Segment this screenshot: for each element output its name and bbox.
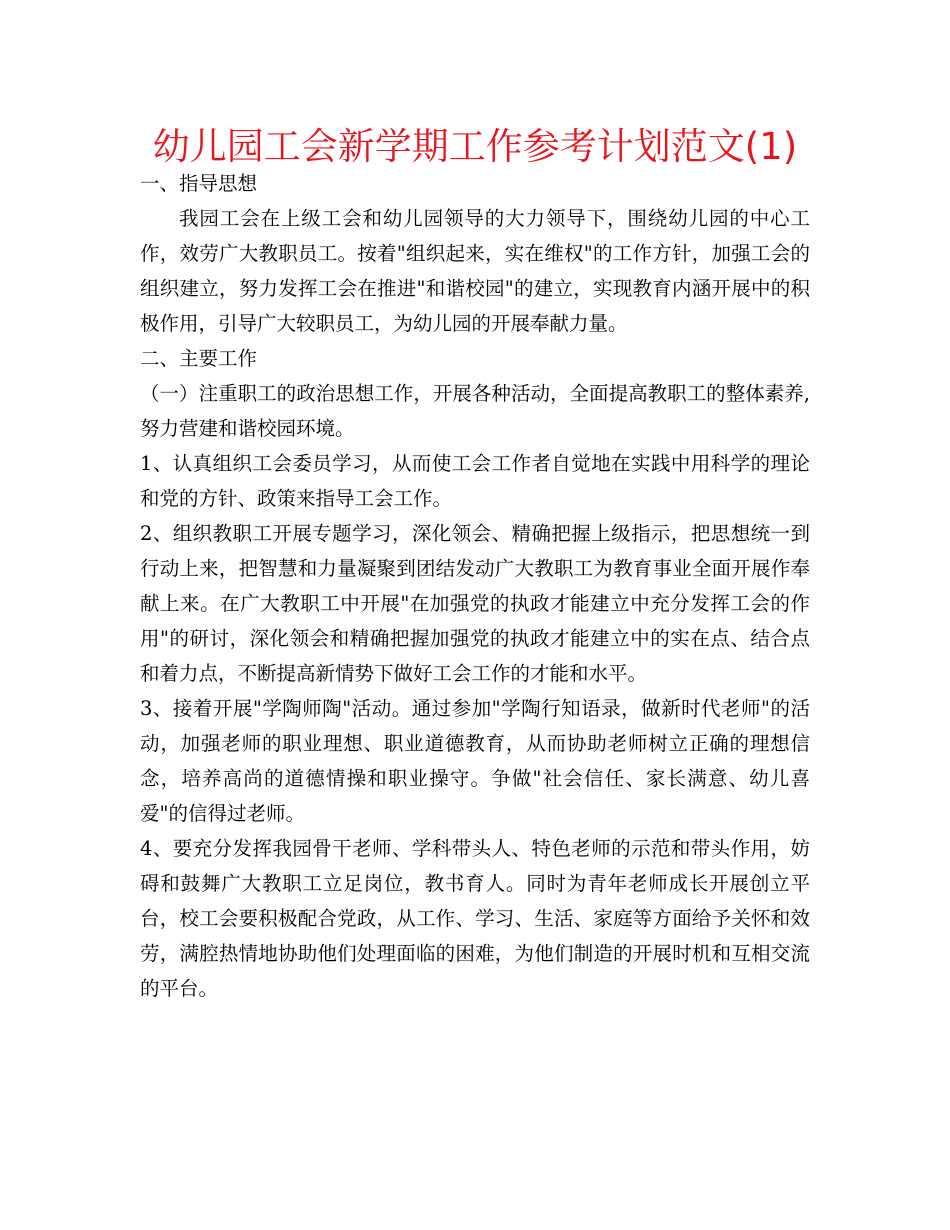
document-body <box>140 166 810 1006</box>
list-item-3: 3、接着开展"学陶师陶"活动。通过参加"学陶行知语录，做新时代老师"的活动，加强老师的职业理想、职业道德教育，从而协助老师树立正确的理想信念，培养高尚的道德情操和职业操守。争做"社会信任、家长满意、幼儿喜爱"的信得过老师。 <box>140 697 810 825</box>
list-item-2: 2、组织教职工开展专题学习，深化领会、精确把握上级指示，把思想统一到行动上来，把智慧和力量凝聚到团结发动广大教职工为教育事业全面开展作奉献上来。在广大教职工中开展"在加强党的执政才能建立中充分发挥工会的作用"的研讨，深化领会和精确把握加强党的执政才能建立中的实在点、结合点和着力点，不断提高新情势下做好工会工作的才能和水平。 <box>140 522 810 685</box>
section-heading-guiding-thought: 一、指导思想 <box>140 172 258 195</box>
document-title: 幼儿园工会新学期工作参考计划范文(1) <box>152 125 798 168</box>
subsection-heading-1: （一）注重职工的政治思想工作，开展各种活动，全面提高教职工的整体素养,努力营建和谐校园环境。 <box>140 382 810 440</box>
section-heading-main-work: 二、主要工作 <box>140 347 258 370</box>
list-item-4: 4、要充分发挥我园骨干老师、学科带头人、特色老师的示范和带头作用，妨碍和鼓舞广大教职工立足岗位，教书育人。同时为青年老师成长开展创立平台，校工会要积极配合党政，从工作、学习、生活、家庭等方面给予关怀和效劳，满腔热情地协助他们处理面临的困难，为他们制造的开展时机和互相交流的平台。 <box>140 837 810 1000</box>
list-item-1: 1、认真组织工会委员学习，从而使工会工作者自觉地在实践中用科学的理论和党的方针、政策来指导工会工作。 <box>140 452 810 510</box>
paragraph-guiding-thought: 我园工会在上级工会和幼儿园领导的大力领导下，围绕幼儿园的中心工作，效劳广大教职员工。按着"组织起来，实在维权"的工作方针，加强工会的组织建立，努力发挥工会在推进"和谐校园"的建立，实现教育内涵开展中的积极作用，引导广大较职员工，为幼儿园的开展奉献力量。 <box>140 207 810 335</box>
